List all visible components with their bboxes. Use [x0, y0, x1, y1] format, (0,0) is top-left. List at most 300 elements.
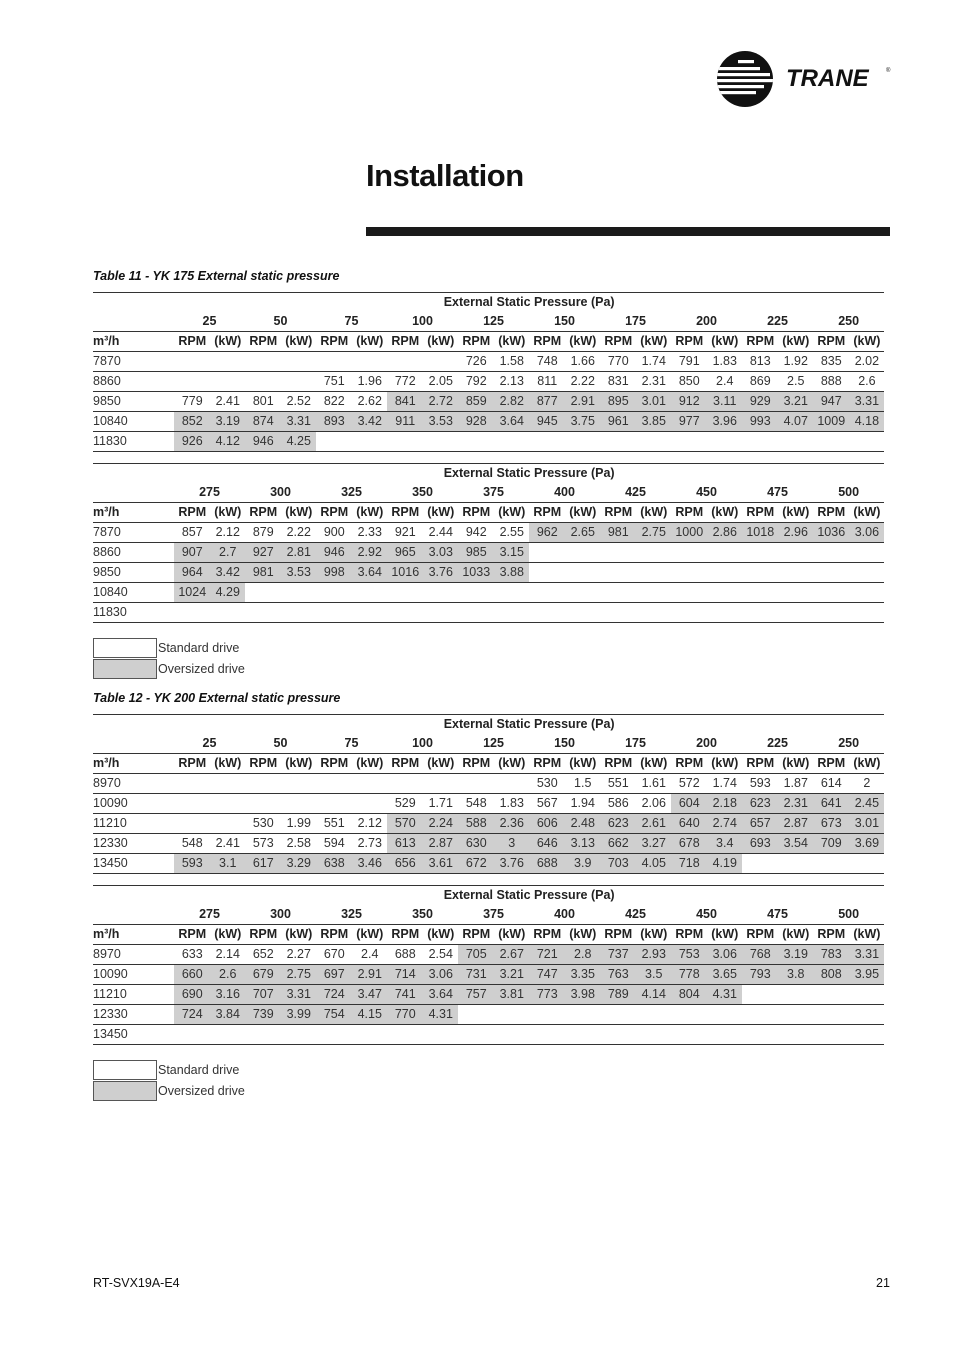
rpm-cell: 808: [813, 965, 850, 985]
airflow-cell: 10840: [93, 412, 174, 432]
rpm-cell: 907: [174, 543, 211, 563]
rpm-header: RPM: [316, 503, 353, 523]
kw-cell: 3.06: [850, 523, 885, 543]
kw-header: (kW): [282, 925, 317, 945]
kw-cell: [779, 583, 814, 603]
kw-cell: 3.21: [779, 392, 814, 412]
rpm-cell: 662: [600, 834, 637, 854]
kw-cell: 2.54: [424, 945, 459, 965]
kw-header: (kW): [211, 754, 246, 774]
rpm-cell: 747: [529, 965, 566, 985]
rpm-cell: [316, 352, 353, 372]
table-row: [93, 814, 884, 834]
rpm-cell: 709: [813, 834, 850, 854]
kw-cell: 2.02: [850, 352, 885, 372]
rpm-cell: [458, 432, 495, 452]
kw-cell: 2.06: [637, 794, 672, 814]
kw-cell: 2.86: [708, 523, 743, 543]
kw-cell: 2.52: [282, 392, 317, 412]
kw-cell: [779, 985, 814, 1005]
rpm-cell: [600, 543, 637, 563]
rpm-cell: [529, 432, 566, 452]
kw-cell: 2.82: [495, 392, 530, 412]
rpm-cell: 551: [316, 814, 353, 834]
units-row: [93, 925, 884, 945]
kw-cell: 3.76: [424, 563, 459, 583]
rpm-cell: [742, 583, 779, 603]
rpm-cell: 623: [742, 794, 779, 814]
airflow-cell: 10090: [93, 794, 174, 814]
rpm-cell: 572: [671, 774, 708, 794]
airflow-cell: 13450: [93, 1025, 174, 1045]
pressure-header: 75: [344, 314, 359, 328]
rpm-cell: 724: [174, 1005, 211, 1025]
rpm-cell: [458, 583, 495, 603]
rpm-cell: [245, 794, 282, 814]
rpm-cell: [245, 583, 282, 603]
kw-cell: [566, 583, 601, 603]
kw-header: (kW): [566, 503, 601, 523]
rpm-header: RPM: [671, 332, 708, 352]
rpm-cell: 588: [458, 814, 495, 834]
rpm-cell: [600, 432, 637, 452]
kw-cell: 4.31: [708, 985, 743, 1005]
kw-cell: [708, 1005, 743, 1025]
trane-logo: [716, 50, 896, 108]
rpm-cell: 707: [245, 985, 282, 1005]
kw-cell: 2.92: [353, 543, 388, 563]
kw-header: (kW): [424, 503, 459, 523]
pressure-header: 150: [554, 736, 575, 750]
rpm-cell: 768: [742, 945, 779, 965]
rpm-header: RPM: [245, 503, 282, 523]
rpm-header: RPM: [671, 503, 708, 523]
kw-cell: 2.62: [353, 392, 388, 412]
kw-cell: 3.31: [850, 945, 885, 965]
table-row: [93, 372, 884, 392]
rpm-cell: 548: [174, 834, 211, 854]
table-row: [93, 523, 884, 543]
kw-cell: 1.61: [637, 774, 672, 794]
kw-header: (kW): [211, 925, 246, 945]
rpm-header: RPM: [742, 503, 779, 523]
rpm-cell: [671, 1005, 708, 1025]
pressure-header: 100: [412, 736, 433, 750]
kw-cell: [282, 774, 317, 794]
kw-cell: 2.6: [211, 965, 246, 985]
rpm-cell: 604: [671, 794, 708, 814]
kw-cell: 3.76: [495, 854, 530, 874]
kw-cell: [850, 985, 885, 1005]
rpm-cell: 570: [387, 814, 424, 834]
pressure-header: 250: [838, 314, 860, 328]
airflow-cell: 11210: [93, 814, 174, 834]
rpm-header: RPM: [174, 754, 211, 774]
pressure-header: 350: [412, 907, 433, 921]
airflow-cell: 11830: [93, 432, 174, 452]
kw-cell: 3.9: [566, 854, 601, 874]
rpm-cell: [742, 603, 779, 623]
kw-header: (kW): [779, 754, 814, 774]
kw-cell: 3.88: [495, 563, 530, 583]
kw-cell: [282, 1025, 317, 1045]
rpm-cell: [245, 372, 282, 392]
kw-cell: 3.27: [637, 834, 672, 854]
table-row: [93, 603, 884, 623]
kw-cell: 4.31: [424, 1005, 459, 1025]
rpm-cell: 929: [742, 392, 779, 412]
table-row: [93, 854, 884, 874]
kw-cell: 4.29: [211, 583, 246, 603]
kw-cell: [779, 854, 814, 874]
kw-cell: 2.13: [495, 372, 530, 392]
kw-header: (kW): [850, 332, 885, 352]
rpm-header: RPM: [671, 754, 708, 774]
kw-cell: 3.61: [424, 854, 459, 874]
rpm-cell: 1000: [671, 523, 708, 543]
pressure-header: 300: [270, 485, 291, 499]
rpm-header: RPM: [245, 332, 282, 352]
kw-header: (kW): [495, 754, 530, 774]
kw-cell: 2.18: [708, 794, 743, 814]
rpm-cell: 869: [742, 372, 779, 392]
rpm-cell: [387, 352, 424, 372]
title-bar: [366, 227, 890, 236]
kw-cell: [779, 543, 814, 563]
kw-cell: 2.22: [282, 523, 317, 543]
kw-cell: 2.4: [353, 945, 388, 965]
pressure-header: 325: [341, 907, 362, 921]
pressure-header: 475: [767, 907, 788, 921]
kw-cell: 4.25: [282, 432, 317, 452]
kw-cell: 3.1: [211, 854, 246, 874]
pressure-header: 175: [625, 314, 646, 328]
rpm-cell: 673: [813, 814, 850, 834]
title-row: [93, 886, 884, 906]
rpm-cell: 783: [813, 945, 850, 965]
airflow-cell: 9850: [93, 563, 174, 583]
rpm-cell: 985: [458, 543, 495, 563]
pressure-row: [93, 734, 884, 754]
kw-cell: [850, 432, 885, 452]
rpm-cell: 946: [316, 543, 353, 563]
rpm-cell: 567: [529, 794, 566, 814]
rpm-header: RPM: [174, 925, 211, 945]
rpm-cell: 763: [600, 965, 637, 985]
standard-drive-swatch: [93, 1060, 157, 1080]
rpm-cell: [813, 1025, 850, 1045]
rpm-cell: 623: [600, 814, 637, 834]
kw-cell: 2.72: [424, 392, 459, 412]
airflow-cell: 12330: [93, 834, 174, 854]
kw-cell: [779, 1025, 814, 1045]
kw-header: (kW): [708, 754, 743, 774]
kw-cell: [850, 603, 885, 623]
rpm-header: RPM: [458, 754, 495, 774]
kw-cell: [850, 583, 885, 603]
rpm-cell: 773: [529, 985, 566, 1005]
kw-header: (kW): [424, 925, 459, 945]
rpm-cell: 942: [458, 523, 495, 543]
pressure-header: 475: [767, 485, 788, 499]
kw-cell: [495, 774, 530, 794]
rpm-cell: 617: [245, 854, 282, 874]
flow-column-header: m³/h: [93, 503, 174, 523]
rpm-cell: 778: [671, 965, 708, 985]
kw-cell: 2.61: [637, 814, 672, 834]
table-title: External Static Pressure (Pa): [174, 886, 884, 906]
blank-header-cell: [93, 886, 174, 906]
kw-cell: [708, 543, 743, 563]
rpm-header: RPM: [671, 925, 708, 945]
rpm-cell: 688: [529, 854, 566, 874]
rpm-cell: 530: [529, 774, 566, 794]
rpm-cell: 852: [174, 412, 211, 432]
blank-header-cell: [93, 734, 174, 754]
rpm-cell: [387, 1025, 424, 1045]
kw-cell: 2.41: [211, 392, 246, 412]
kw-cell: 3.84: [211, 1005, 246, 1025]
kw-header: (kW): [850, 754, 885, 774]
oversized-drive-swatch: [93, 659, 157, 679]
kw-cell: 3.01: [850, 814, 885, 834]
airflow-cell: 7870: [93, 523, 174, 543]
kw-cell: 1.87: [779, 774, 814, 794]
rpm-cell: [600, 603, 637, 623]
rpm-cell: 679: [245, 965, 282, 985]
rpm-cell: [174, 814, 211, 834]
kw-cell: 3.15: [495, 543, 530, 563]
rpm-cell: 703: [600, 854, 637, 874]
rpm-cell: [600, 1025, 637, 1045]
rpm-cell: 801: [245, 392, 282, 412]
rpm-cell: 928: [458, 412, 495, 432]
kw-cell: [211, 352, 246, 372]
kw-cell: 1.83: [495, 794, 530, 814]
rpm-cell: 945: [529, 412, 566, 432]
blank-header-cell: [93, 905, 174, 925]
kw-cell: [708, 432, 743, 452]
rpm-cell: 1016: [387, 563, 424, 583]
rpm-cell: 962: [529, 523, 566, 543]
rpm-header: RPM: [316, 925, 353, 945]
kw-cell: 3.65: [708, 965, 743, 985]
rpm-cell: [742, 432, 779, 452]
rpm-header: RPM: [600, 754, 637, 774]
rpm-cell: [600, 583, 637, 603]
rpm-cell: [387, 603, 424, 623]
rpm-cell: 965: [387, 543, 424, 563]
kw-cell: 2.87: [424, 834, 459, 854]
pressure-header: 400: [554, 907, 575, 921]
kw-cell: 2.7: [211, 543, 246, 563]
kw-header: (kW): [211, 503, 246, 523]
kw-cell: 2.81: [282, 543, 317, 563]
rpm-cell: [742, 854, 779, 874]
rpm-header: RPM: [174, 332, 211, 352]
kw-cell: [211, 603, 246, 623]
kw-header: (kW): [850, 503, 885, 523]
rpm-cell: [316, 432, 353, 452]
rpm-cell: 877: [529, 392, 566, 412]
rpm-cell: [458, 1005, 495, 1025]
kw-cell: 3.13: [566, 834, 601, 854]
kw-cell: [353, 1025, 388, 1045]
kw-cell: 2.5: [779, 372, 814, 392]
kw-header: (kW): [353, 754, 388, 774]
rpm-header: RPM: [458, 503, 495, 523]
rpm-cell: [671, 563, 708, 583]
pressure-header: 425: [625, 485, 646, 499]
kw-cell: [708, 583, 743, 603]
rpm-cell: [529, 563, 566, 583]
rpm-cell: 741: [387, 985, 424, 1005]
kw-cell: [637, 432, 672, 452]
rpm-cell: [742, 985, 779, 1005]
legend-oversized-drive: [93, 658, 333, 679]
pressure-row: [93, 483, 884, 503]
rpm-cell: [174, 774, 211, 794]
pressure-header: 450: [696, 485, 717, 499]
title-row: [93, 293, 884, 313]
kw-cell: 1.74: [637, 352, 672, 372]
pressure-header: 225: [767, 314, 788, 328]
kw-header: (kW): [637, 503, 672, 523]
rpm-cell: [813, 583, 850, 603]
kw-cell: [637, 543, 672, 563]
rpm-header: RPM: [600, 332, 637, 352]
standard-drive-swatch: [93, 638, 157, 658]
kw-cell: [211, 814, 246, 834]
kw-cell: 3.64: [353, 563, 388, 583]
rpm-cell: 697: [316, 965, 353, 985]
rpm-cell: [813, 1005, 850, 1025]
rpm-cell: 813: [742, 352, 779, 372]
rpm-cell: 912: [671, 392, 708, 412]
rpm-cell: [316, 1025, 353, 1045]
kw-header: (kW): [779, 925, 814, 945]
kw-cell: [211, 794, 246, 814]
kw-cell: [566, 603, 601, 623]
airflow-cell: 8860: [93, 372, 174, 392]
rpm-cell: [600, 563, 637, 583]
kw-cell: 2.24: [424, 814, 459, 834]
rpm-cell: 964: [174, 563, 211, 583]
kw-cell: 2.14: [211, 945, 246, 965]
kw-cell: 2.93: [637, 945, 672, 965]
kw-cell: 3.19: [779, 945, 814, 965]
standard-drive-label: Standard drive: [158, 1062, 240, 1077]
rpm-cell: 850: [671, 372, 708, 392]
rpm-cell: 586: [600, 794, 637, 814]
kw-cell: 2.96: [779, 523, 814, 543]
kw-cell: 3.42: [353, 412, 388, 432]
pressure-header: 400: [554, 485, 575, 499]
kw-header: (kW): [566, 332, 601, 352]
drive-legend: [93, 1059, 333, 1101]
rpm-header: RPM: [813, 332, 850, 352]
rpm-cell: 606: [529, 814, 566, 834]
kw-cell: 3.81: [495, 985, 530, 1005]
standard-drive-label: Standard drive: [158, 640, 240, 655]
rpm-cell: 900: [316, 523, 353, 543]
rpm-cell: 831: [600, 372, 637, 392]
table-title: External Static Pressure (Pa): [174, 464, 884, 484]
airflow-cell: 9850: [93, 392, 174, 412]
rpm-header: RPM: [387, 332, 424, 352]
kw-cell: 2.48: [566, 814, 601, 834]
pressure-header: 200: [696, 314, 717, 328]
rpm-header: RPM: [742, 332, 779, 352]
pressure-header: 500: [838, 907, 860, 921]
kw-header: (kW): [637, 925, 672, 945]
kw-cell: 3: [495, 834, 530, 854]
kw-cell: 2.6: [850, 372, 885, 392]
kw-cell: 2.31: [779, 794, 814, 814]
esp-table: [93, 714, 884, 874]
kw-cell: 2.87: [779, 814, 814, 834]
rpm-cell: 754: [316, 1005, 353, 1025]
rpm-cell: [671, 543, 708, 563]
rpm-header: RPM: [387, 503, 424, 523]
airflow-cell: 11830: [93, 603, 174, 623]
table-row: [93, 834, 884, 854]
rpm-cell: 640: [671, 814, 708, 834]
kw-cell: [424, 603, 459, 623]
rpm-cell: 548: [458, 794, 495, 814]
rpm-header: RPM: [600, 925, 637, 945]
rpm-cell: 678: [671, 834, 708, 854]
rpm-cell: [742, 563, 779, 583]
kw-cell: 4.12: [211, 432, 246, 452]
kw-cell: [282, 603, 317, 623]
rpm-cell: 961: [600, 412, 637, 432]
rpm-cell: 652: [245, 945, 282, 965]
kw-cell: 3.53: [424, 412, 459, 432]
pressure-header: 375: [483, 485, 504, 499]
kw-cell: 3.11: [708, 392, 743, 412]
kw-cell: 2.36: [495, 814, 530, 834]
kw-cell: [566, 543, 601, 563]
rpm-cell: 690: [174, 985, 211, 1005]
kw-cell: 3.53: [282, 563, 317, 583]
kw-cell: 3.01: [637, 392, 672, 412]
kw-cell: [779, 603, 814, 623]
rpm-cell: [316, 583, 353, 603]
title-row: [93, 464, 884, 484]
kw-cell: 3.99: [282, 1005, 317, 1025]
rpm-cell: 573: [245, 834, 282, 854]
pressure-header: 125: [483, 736, 504, 750]
kw-cell: 3.85: [637, 412, 672, 432]
kw-cell: 3.96: [708, 412, 743, 432]
oversized-drive-label: Oversized drive: [158, 661, 245, 676]
rpm-header: RPM: [458, 332, 495, 352]
kw-cell: 2.75: [282, 965, 317, 985]
rpm-cell: 911: [387, 412, 424, 432]
kw-cell: 3.95: [850, 965, 885, 985]
rpm-header: RPM: [316, 754, 353, 774]
rpm-cell: [316, 603, 353, 623]
table-row: [93, 1005, 884, 1025]
kw-cell: 1.58: [495, 352, 530, 372]
rpm-cell: [458, 774, 495, 794]
kw-cell: 3.31: [282, 412, 317, 432]
rpm-cell: 927: [245, 543, 282, 563]
kw-header: (kW): [424, 332, 459, 352]
rpm-cell: 895: [600, 392, 637, 412]
kw-cell: 3.75: [566, 412, 601, 432]
